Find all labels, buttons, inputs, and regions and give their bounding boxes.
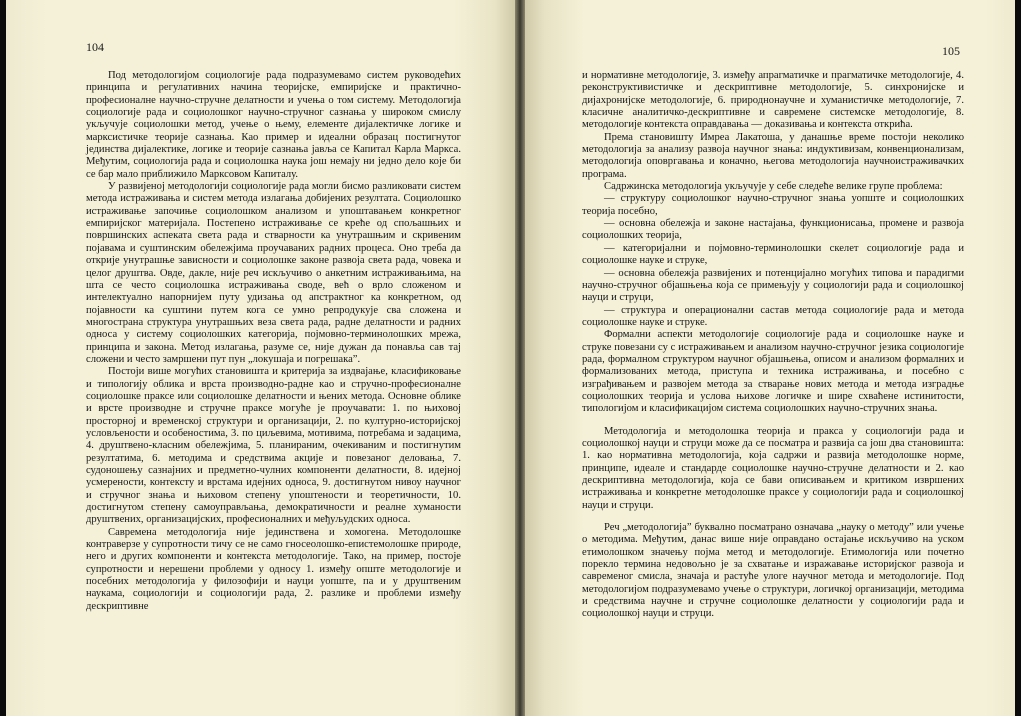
book-gutter <box>515 0 525 716</box>
left-page-body <box>86 70 461 613</box>
paragraph: Садржинска методологија укључује у себе следеће велике групе проблема: <box>604 181 943 193</box>
list-item: — структуру социолошког научно-стручног знања уопште и социолошких теорија посебно, <box>582 193 964 217</box>
list-item: — структура и операционални састав метода социологије рада и метода социолошке науке и струке. <box>582 304 964 328</box>
paragraph: Према становишту Имреа Лакатоша, у данашње време постоји неколико методологија за анализу развоја научног знања: индуктивизам, конвенционализам, методологија оповргавања и коначно, његова методологија научноистраживачких програма. <box>582 131 964 180</box>
paragraph: Под методологијом социологије рада подразумевамо систем руководећих принципа и регулативних начина теоријске, емпиријске и практично-професионалне научно-стручне делатности и учења о том систему. Методологија социологије рада и социолошког научно-стручног сазнања у широком смислу укључује социолошки метод, учење о њему, елементе дијалектичке логике и марксистичке теорије сазнања. Као пример и идеални образац постигнутог јединства дијалектике, логике и теорије сазнања јавља се Капитал Карла Маркса. Међутим, социологија рада и социолошка наука још немају ни једно дело које би се бар мало приближило Марксовом Капиталу. <box>86 70 461 180</box>
paragraph: Савремена методологија није јединствена и хомогена. Методолошке контраверзе у супротности тичу се не само гносеолошко-епистемолошке природе, него и других компоненти и контекста методологије. Тако, на пример, постоје супротности и нерешени проблеми у односу 1. између опште методологије и посебних методологија у филозофији и науци уопште, па и у друштвеним наукама, социологији и социологији рада, 2. разлике и проблеми између дескриптивне <box>86 526 461 612</box>
list-item: — категоријални и појмовно-терминолошки скелет социологије рада и социолошке науке и струке, <box>582 242 964 267</box>
paragraph: Постоји више могућих становишта и критерија за издвајање, класификовање и типологију облика и врста производно-радне као и стручно-професионалне социолошке праксе или социолошке делатности и њених метода. Основне облике и врсте производне и стручне праксе могуће је проучавати: 1. по њиховој просторној и временској структури и организацији, 2. по културно-историјској условљености и особеностима, 3. по циљевима, мотивима, потребама и задацима, 4. друштвено-класним обележјима, 5. планираним, очекиваним и постигнутим резултатима, 6. методима и средствима акције и повезаног деловања, 7. судоношењу сазнајних и предметно-чулних компоненти делатности, 8. идејној усмерености, контексту и врстама идејних односа, 9. достигнутом нивоу научног и стручног знања и њиховом степену упоштености и теоретичности, 10. достигнутом степену самоуправљања, демократичности и реалне хуманости друштвених, организацијских, професионалних и међуљудских односа. <box>86 366 461 526</box>
right-page <box>525 0 1015 716</box>
paragraph: Реч „методологија” буквално посматрано означава „науку о методу” или учење о методима. Међутим, данас више није оправдано остајање искључиво на уском етимолошком значењу појма метод и методологије. Етимологија или почетно порекло термина недовољно је за схватање и изражавање историјског развоја и савременог смисла, значаја и растуће улоге научног метода и методологије. Под методологијом подразумевамо учење о структури, логичкој организацији, методима и средствима научне и стручне социолошке делатности у социологији рада и социолошкој науци и струци. <box>582 522 964 620</box>
paragraph: Формални аспекти методологије социологије рада и социолошке науке и струке повезани су с истраживањем и анализом научно-стручног језика социологије рада, формалном структуром научног објашњења, описом и анализом формалних и формализованих метода, приступа и техника истраживања, и посебно с изграђивањем и развојем метода за стварање нових метода и метода изградње социолошких теорија и услова њихове логичке и шире схваћене истинитости, типологијом и класификацијом система социолошких научно-стручних знања. <box>582 329 964 415</box>
paragraph: Методологија и методолошка теорија и пракса у социологији рада и социолошкој науци и струци може да се посматра и развија са још два становишта: 1. као нормативна методологија, која садржи и развија методолошке норме, принципе, идеале и стандарде социолошке научно-стручне делатности и 2. као дескриптивна методологија, која се бави описивањем и критиком извршених истраживања и конкретне методолошке праксе у социологији рада и социолошкој науци и струци. <box>582 425 964 511</box>
page-number-left: 104 <box>86 40 104 54</box>
paragraph: У развијеној методологији социологије рада могли бисмо разликовати систем метода истраживања и систем метода излагања добијених резултата. Социолошко истраживање започиње социолошком анализом и упоштавањем конкретног емпиријског материјала. Постепено истраживање се креће од спољашњих и површинских аспеката света рада и стварности ка унутрашњим и скривеним појавама и суштинским обележјима проучаваних радних процеса. Оно треба да открије унутрашње зависности и социолошке законе развоја света рада, човека и целог друштва. Овде, дакле, није реч искључиво о анкетним истраживањима, на шта се често социолошка истраживања своде, већ о врло сложеном и интелектуално напорнијем путу удизања од апстрактног ка конкретном, од појавности ка суштини путем кога се умно репродукује сва сложена и многострана структура унутрашњих веза света рада, радне делатности и радних односа у систему социолошких категорија, појмовно-терминолошких мрежа, принципа и закона. Метод излагања, разуме се, није дужан да понавља сав тај сложени и често замршени пут пун „локушаја и погрешака”. <box>86 181 461 365</box>
list-item: — основна обележја развијених и потенцијално могућих типова и парадигми научно-стручног објашњења која се примењују у социологији рада и социолошкој науци и струци, <box>582 267 964 304</box>
right-page-body <box>582 70 964 621</box>
left-page <box>6 0 515 716</box>
list-item: — основна обележја и законе настајања, функционисања, промене и развоја социолошких теорија, <box>582 218 964 242</box>
paragraph: и нормативне методологије, 3. између апрагматичке и прагматичке методологије, 4. реконструктивистичке и дескриптивне методологије, 5. синхронијске и дијахронијске методологије, 6. природнонаучне и хуманистичке методологије, 7. класичне аналитичко-дескриптивне и савремене системске методологије, 8. методологије контекста оправдавања — доказивања и контекста открића. <box>582 70 964 131</box>
page-number-right: 105 <box>942 44 960 58</box>
